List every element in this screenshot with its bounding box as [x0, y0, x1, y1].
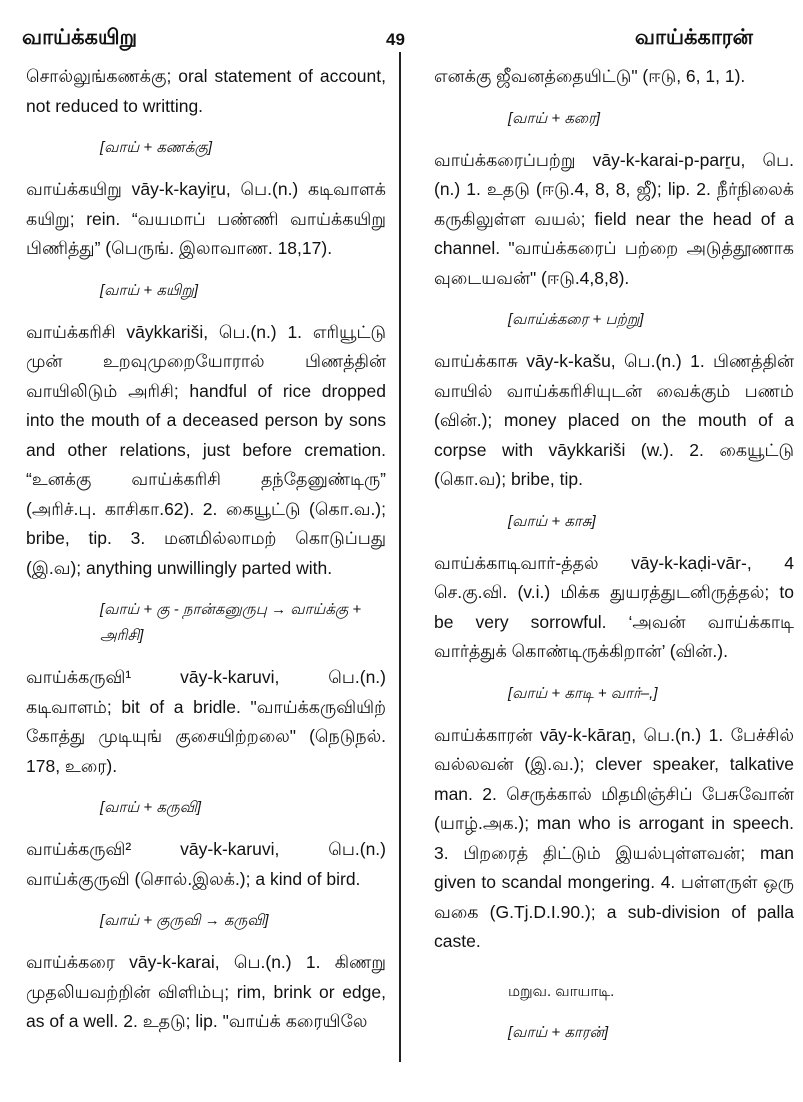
- entry: வாய்க்காடிவார்-த்தல் vāy-k-kaḍi-vār-, 4 செ.கு.வி. (v.i.) மிக்க துயரத்துடனிருத்தல்; to be very sorrowful. ‘அவன் வாய்க்காடி வார்த்துக் கொண்டிருக்கிறான்’ (வின்.).: [434, 552, 794, 661]
- etymology: [வாய் + கருவி]: [100, 799, 202, 816]
- running-head-left: வாய்க்கயிறு: [22, 26, 138, 49]
- column-divider: [399, 52, 401, 1062]
- right-column: [434, 62, 794, 1060]
- etymology: [வாய்க்கரை + பற்று]: [508, 311, 644, 328]
- page-number: 49: [386, 30, 405, 49]
- etymology: [வாய் + காசு]: [508, 512, 596, 530]
- continued-entry: சொல்லுங்கணக்கு; oral statement of account, not reduced to writting.: [26, 66, 386, 116]
- entry: வாய்க்கருவி¹ vāy-k-karuvi, பெ.(n.) கடிவாளம்; bit of a bridle. "வாய்க்கருவியிற் கோத்து முடியுங் குசையிற்றலை" (நெடுநல். 178, உரை).: [26, 667, 386, 776]
- etymology: [வாய் + கயிறு]: [100, 281, 199, 299]
- entry: வாய்க்கருவி² vāy-k-karuvi, பெ.(n.) வாய்க்குருவி (சொல்.இலக்.); a kind of bird.: [26, 839, 386, 889]
- etymology: [வாய் + காடி + வார்–,]: [508, 684, 658, 702]
- entry: வாய்க்கரிசி vāykkariši, பெ.(n.) 1. எரியூட்டு முன் உறவுமுறையோரால் பிணத்தின் வாயிலிடும் அரிசி; handful of rice dropped into the mouth of a deceased person by sons and other relations, just before cremation. “உனக்கு வாய்க்கரிசி தந்தேனுண்டிரு” (அரிச்.பு. காசிகா.62). 2. கையூட்டு (கொ.வ.); bribe, tip. 3. மனமில்லாமற் கொடுப்பது (இ.வ); anything unwillingly parted with.: [26, 321, 386, 578]
- etymology: [வாய் + காரன்]: [508, 1024, 609, 1041]
- entry: வாய்க்கரை vāy-k-karai, பெ.(n.) 1. கிணறு முதலியவற்றின் விளிம்பு; rim, brink or edge, as of a well. 2. உதடு; lip. "வாய்க் கரையிலே: [26, 952, 386, 1031]
- synonym-note: மறுவ. வாயாடி.: [508, 982, 615, 1000]
- entry: வாய்க்கயிறு vāy-k-kayiṟu, பெ.(n.) கடிவாளக் கயிறு; rein. “வயமாப் பண்ணி வாய்க்கயிறு பிணித்து” (பெருங். இலாவாண. 18,17).: [26, 179, 386, 258]
- etymology: [வாய் + கரை]: [508, 109, 601, 127]
- entry: வாய்க்கரைப்பற்று vāy-k-karai-p-parṟu, பெ.(n.) 1. உதடு (ஈடு.4, 8, 8, ஜீ); lip. 2. நீர்நிலைக் கருகிலுள்ள வயல்; field near the head of a channel. "வாய்க்கரைப் பற்றை அடுத்தூணாக வுடையவன்" (ஈடு.4,8,8).: [434, 149, 794, 288]
- left-column: [26, 62, 386, 1041]
- entry: வாய்க்காசு vāy-k-kašu, பெ.(n.) 1. பிணத்தின் வாயில் வாய்க்கரிசியுடன் வைக்கும் பணம் (வின்.); money placed on the mouth of a corpse with vāykkariši (w.). 2. கையூட்டு (கொ.வ); bribe, tip.: [434, 351, 794, 489]
- etymology: [வாய் + கணக்கு]: [100, 139, 213, 156]
- entry: வாய்க்காரன் vāy-k-kāraṉ, பெ.(n.) 1. பேச்சில் வல்லவன் (இ.வ.); clever speaker, talkative man. 2. செருக்கால் மிதமிஞ்சிப் பேசுவோன் (யாழ்.அக.); man who is arrogant in speech. 3. பிறரைத் திட்டும் இயல்புள்ளவன்; man given to scandal mongering. 4. பள்ளருள் ஒரு வகை (G.Tj.D.I.90.); a sub-division of palla caste.: [434, 724, 794, 951]
- etymology: [வாய் + குருவி → கருவி]: [100, 912, 269, 929]
- running-head-right: வாய்க்காரன்: [634, 26, 753, 49]
- continued-entry: எனக்கு ஜீவனத்தையிட்டு" (ஈடு, 6, 1, 1).: [434, 66, 746, 86]
- etymology: [வாய் + கு - நான்கனுருபு → வாய்க்கு + அரிசி]: [100, 601, 362, 644]
